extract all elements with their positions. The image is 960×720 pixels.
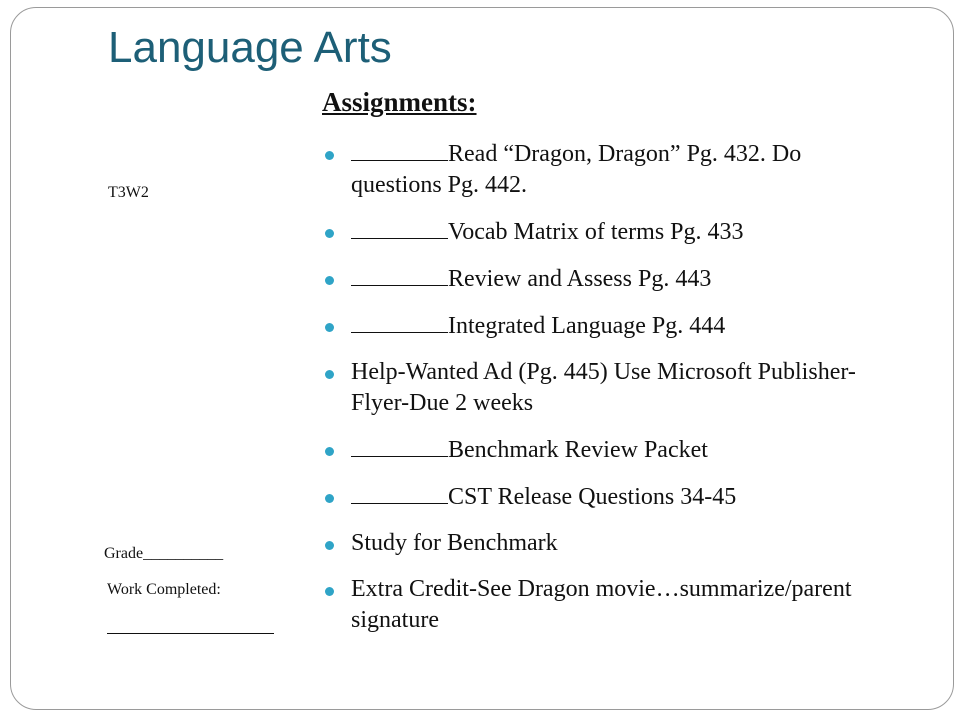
term-week-code: T3W2	[108, 184, 149, 201]
bullet-icon	[325, 447, 334, 456]
bullet-icon	[325, 323, 334, 332]
assignment-text: Extra Credit-See Dragon movie…summarize/parent signature	[351, 576, 852, 633]
bullet-icon	[325, 370, 334, 379]
assignment-text: Review and Assess Pg. 443	[448, 266, 712, 292]
bullet-icon	[325, 587, 334, 596]
grade-label: Grade__________	[104, 545, 224, 562]
assignment-text: Read “Dragon, Dragon” Pg. 432. Do questions Pg. 442.	[351, 141, 802, 198]
assignment-item	[322, 310, 882, 342]
assignment-item	[322, 216, 882, 248]
assignments-heading: Assignments:	[322, 87, 477, 117]
checkoff-blank	[351, 434, 448, 457]
assignment-item	[322, 574, 882, 636]
assignment-text: Vocab Matrix of terms Pg. 433	[448, 219, 744, 245]
assignment-item	[322, 138, 882, 201]
checkoff-blank	[351, 216, 448, 239]
assignment-list	[322, 138, 882, 636]
assignment-item	[322, 481, 882, 513]
checkoff-blank	[351, 481, 448, 504]
slide-title: Language Arts	[108, 23, 392, 72]
bullet-icon	[325, 229, 334, 238]
assignment-text: Help-Wanted Ad (Pg. 445) Use Microsoft Publisher-Flyer-Due 2 weeks	[351, 359, 856, 416]
assignment-text: Integrated Language Pg. 444	[448, 313, 726, 339]
work-completed-label: Work Completed:	[107, 581, 221, 598]
assignment-item	[322, 357, 882, 419]
assignment-item	[322, 528, 882, 559]
checkoff-blank	[351, 310, 448, 333]
bullet-icon	[325, 151, 334, 160]
checkoff-blank	[351, 263, 448, 286]
checkoff-blank	[351, 138, 448, 161]
assignment-text: Benchmark Review Packet	[448, 437, 708, 463]
assignment-item	[322, 434, 882, 466]
assignment-text: Study for Benchmark	[351, 530, 558, 556]
assignment-item	[322, 263, 882, 295]
work-completed-line	[107, 633, 274, 634]
bullet-icon	[325, 494, 334, 503]
assignment-text: CST Release Questions 34-45	[448, 484, 737, 510]
bullet-icon	[325, 276, 334, 285]
bullet-icon	[325, 541, 334, 550]
